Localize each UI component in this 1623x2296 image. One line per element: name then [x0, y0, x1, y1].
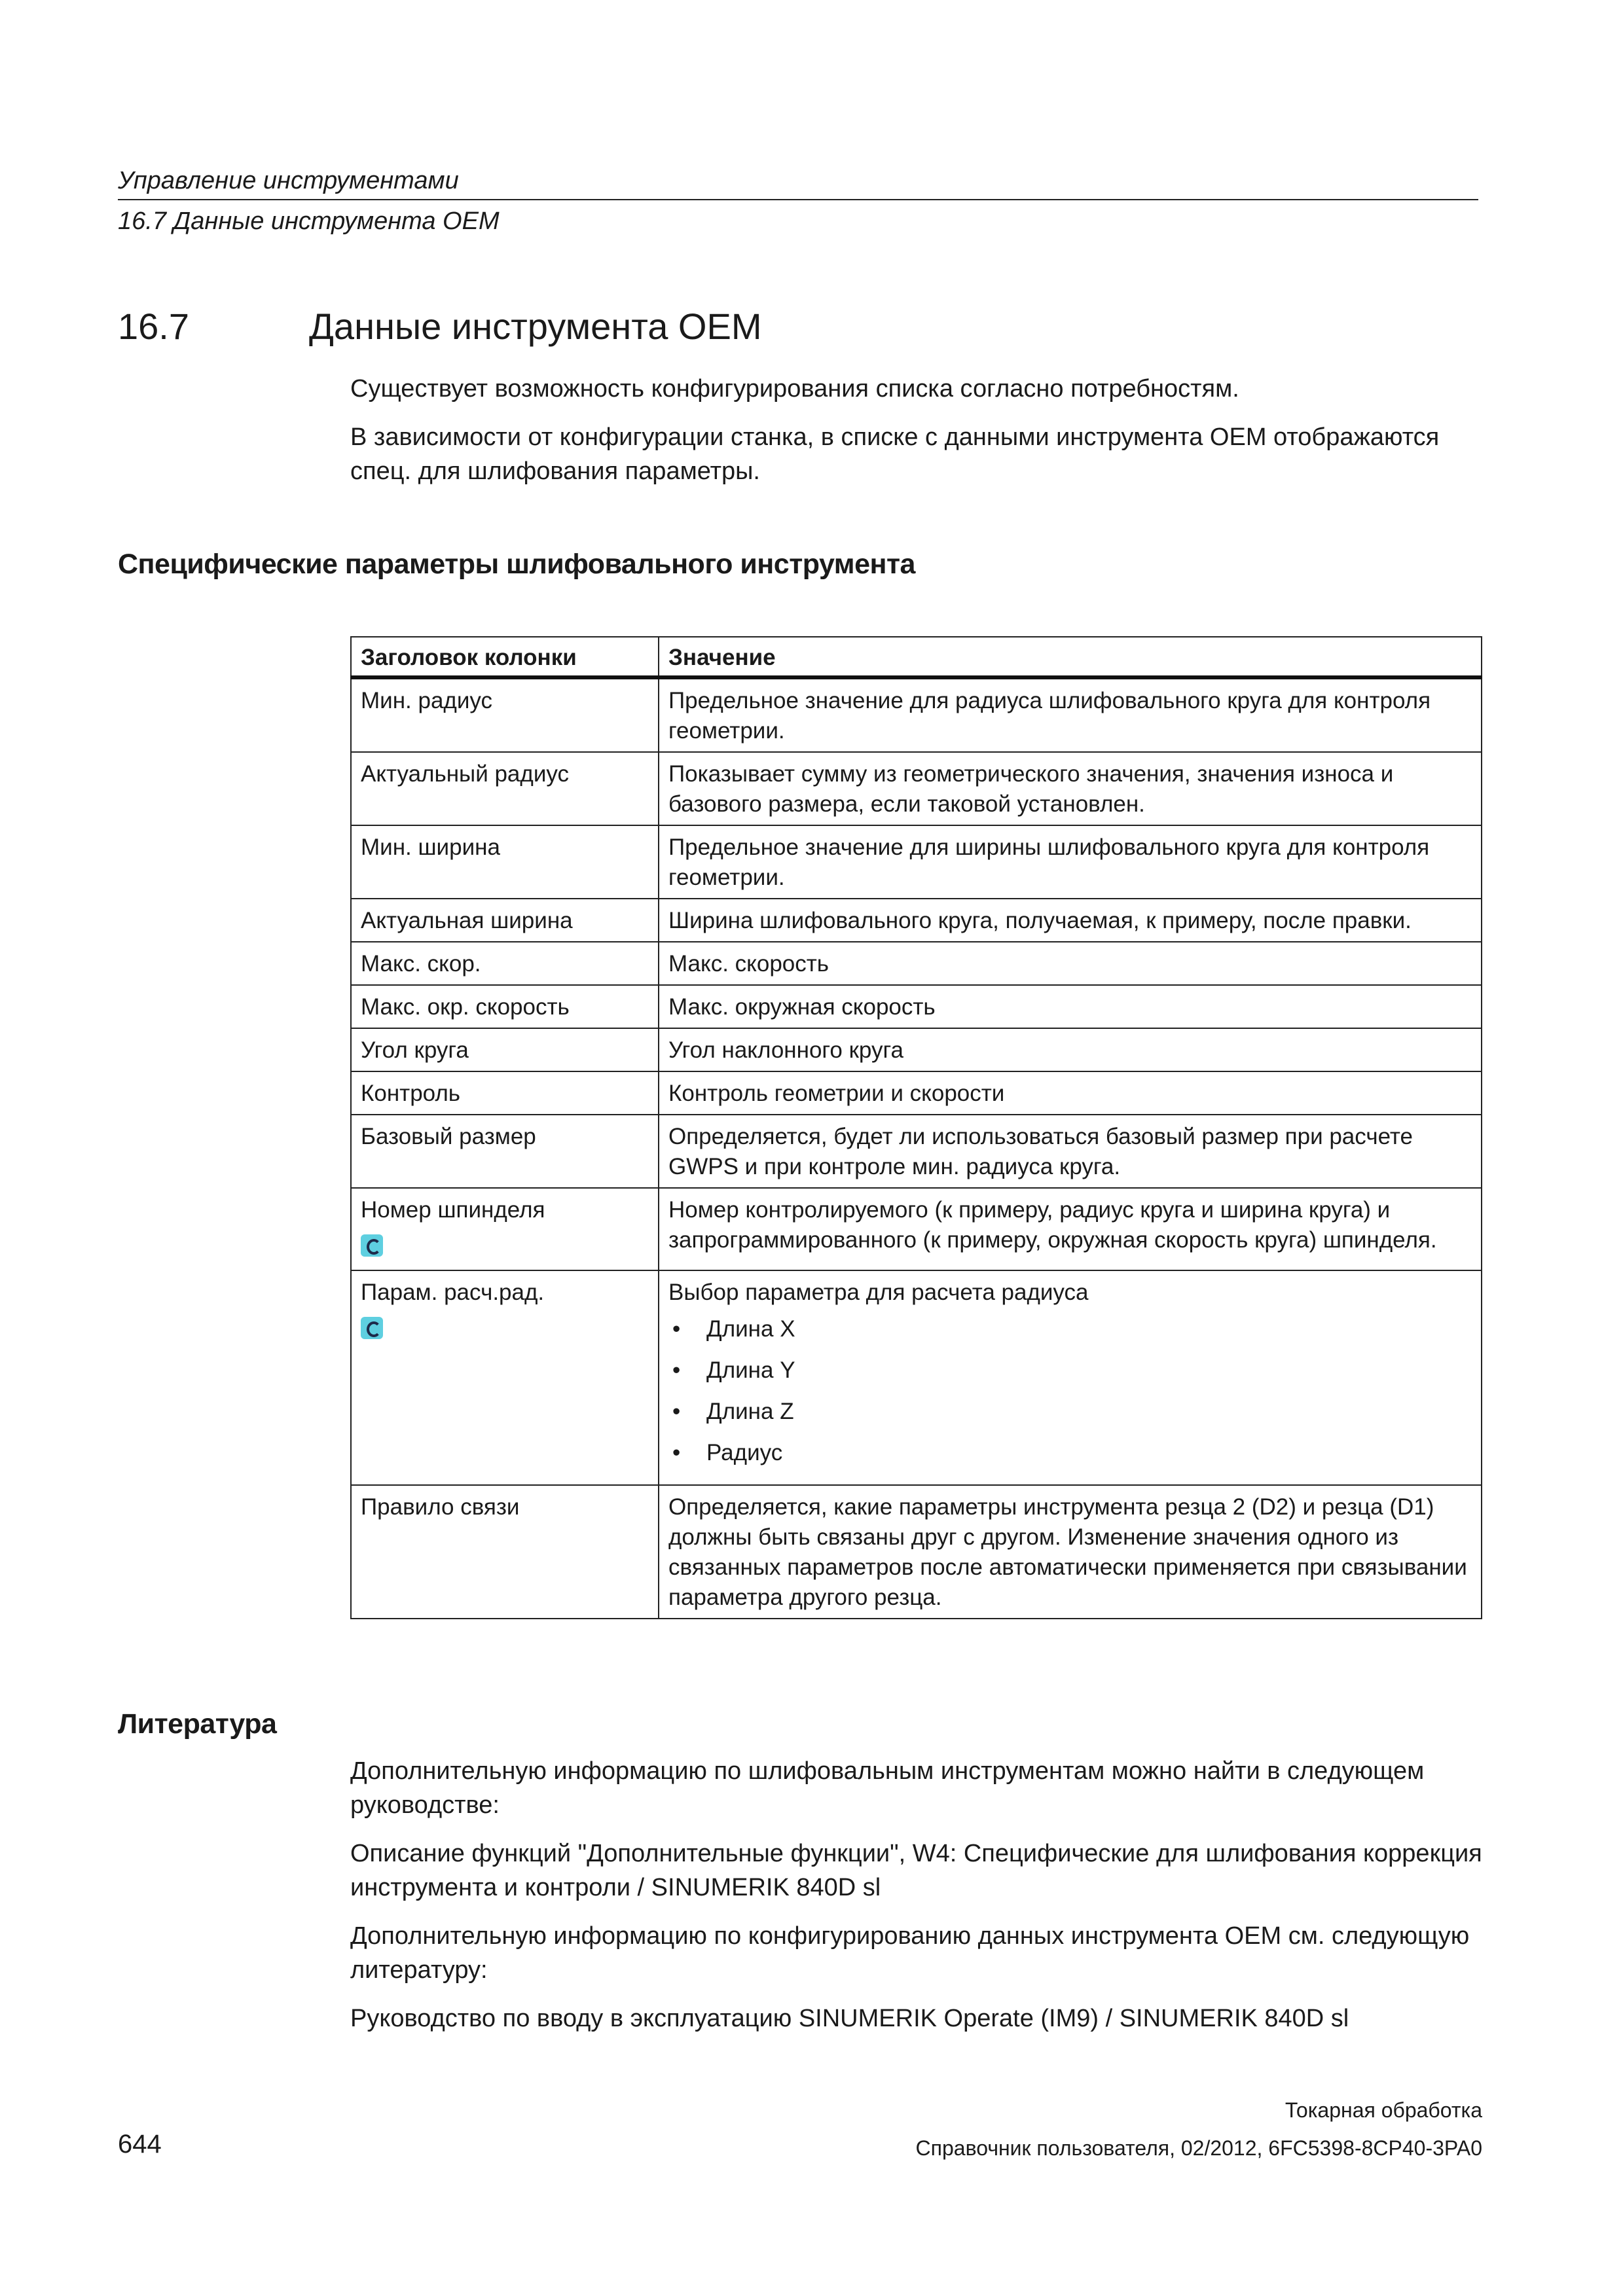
list-item: • Длина X [668, 1314, 1472, 1344]
table-row [351, 899, 1482, 942]
list-item: • Длина Y [668, 1355, 1472, 1386]
oem-c-icon [361, 1317, 383, 1339]
row-column-name-cell [351, 1188, 659, 1270]
row-description: Контроль геометрии и скорости [659, 1071, 1482, 1115]
page-number: 644 [118, 2130, 162, 2159]
row-column-name: Мин. радиус [351, 677, 659, 752]
row-column-name: Угол круга [351, 1028, 659, 1071]
option-list [668, 1314, 1472, 1468]
table-row [351, 1485, 1482, 1619]
running-header [118, 165, 1478, 237]
section-title: Данные инструмента OEM [309, 306, 762, 347]
table-row [351, 942, 1482, 985]
table-header-row [351, 637, 1482, 677]
table-row [351, 1270, 1482, 1485]
column-header-value: Значение [659, 637, 1482, 677]
header-rule [118, 199, 1478, 200]
row-column-name: Базовый размер [351, 1115, 659, 1188]
row-column-name: Макс. скор. [351, 942, 659, 985]
literature-paragraph-2: Описание функций "Дополнительные функции", W4: Специфические для шлифования коррекция инструмента и контроли / SINUMERIK 840D sl [350, 1840, 1482, 1901]
row-column-name: Правило связи [351, 1485, 659, 1619]
table-row [351, 1115, 1482, 1188]
table-row [351, 677, 1482, 752]
row-description: Номер контролируемого (к примеру, радиус круга и ширина круга) и запрограммированного (к примеру, окружная скорость круга) шпинделя. [659, 1188, 1482, 1270]
table-row [351, 825, 1482, 899]
table-row [351, 1071, 1482, 1115]
intro-paragraph-1: Существует возможность конфигурирования списка согласно потребностям. [350, 375, 1239, 403]
footer-doc-title: Токарная обработка [1285, 2098, 1482, 2122]
row-description: Макс. скорость [659, 942, 1482, 985]
row-description: Определяется, будет ли использоваться базовый размер при расчете GWPS и при контроле мин. радиуса круга. [659, 1115, 1482, 1188]
oem-c-icon [361, 1234, 383, 1257]
table-row [351, 752, 1482, 825]
row-description: Предельное значение для радиуса шлифовального круга для контроля геометрии. [659, 677, 1482, 752]
row-description-cell [659, 1270, 1482, 1485]
footer-doc-info: Справочник пользователя, 02/2012, 6FC5398-8CP40-3PA0 [915, 2136, 1482, 2160]
row-column-name: Номер шпинделя [361, 1197, 545, 1223]
table-heading: Специфические параметры шлифовального инструмента [118, 548, 915, 580]
literature-paragraph-4: Руководство по вводу в эксплуатацию SINUMERIK Operate (IM9) / SINUMERIK 840D sl [350, 2005, 1349, 2032]
row-column-name: Актуальная ширина [351, 899, 659, 942]
list-item: • Радиус [668, 1438, 1472, 1468]
row-column-name-cell [351, 1270, 659, 1485]
literature-heading: Литература [118, 1708, 277, 1740]
header-section: 16.7 Данные инструмента OEM [118, 207, 500, 235]
row-description: Ширина шлифовального круга, получаемая, к примеру, после правки. [659, 899, 1482, 942]
row-column-name: Контроль [351, 1071, 659, 1115]
intro-paragraph-2: В зависимости от конфигурации станка, в списке с данными инструмента OEM отображаются спец. для шлифования параметры. [350, 423, 1440, 485]
literature-paragraph-3: Дополнительную информацию по конфигурированию данных инструмента OEM см. следующую литературу: [350, 1922, 1470, 1984]
row-description: Предельное значение для ширины шлифовального круга для контроля геометрии. [659, 825, 1482, 899]
table-row [351, 1028, 1482, 1071]
row-description: Угол наклонного круга [659, 1028, 1482, 1071]
parameters-table [350, 636, 1482, 1619]
row-description: Выбор параметра для расчета радиуса [668, 1280, 1089, 1305]
list-item: • Длина Z [668, 1397, 1472, 1427]
row-column-name: Мин. ширина [351, 825, 659, 899]
section-number: 16.7 [118, 306, 189, 347]
row-column-name: Актуальный радиус [351, 752, 659, 825]
row-column-name: Макс. окр. скорость [351, 985, 659, 1028]
literature-paragraph-1: Дополнительную информацию по шлифовальным инструментам можно найти в следующем руководстве: [350, 1757, 1425, 1819]
table-row [351, 1188, 1482, 1270]
column-header-name: Заголовок колонки [351, 637, 659, 677]
header-chapter: Управление инструментами [118, 167, 459, 194]
row-description: Показывает сумму из геометрического значения, значения износа и базового размера, если таковой установлен. [659, 752, 1482, 825]
row-column-name: Парам. расч.рад. [361, 1280, 545, 1305]
row-description: Макс. окружная скорость [659, 985, 1482, 1028]
table-row [351, 985, 1482, 1028]
row-description: Определяется, какие параметры инструмента резца 2 (D2) и резца (D1) должны быть связаны друг с другом. Изменение значения одного из связанных параметров после автоматически применяется при связывании параметра другого резца. [659, 1485, 1482, 1619]
